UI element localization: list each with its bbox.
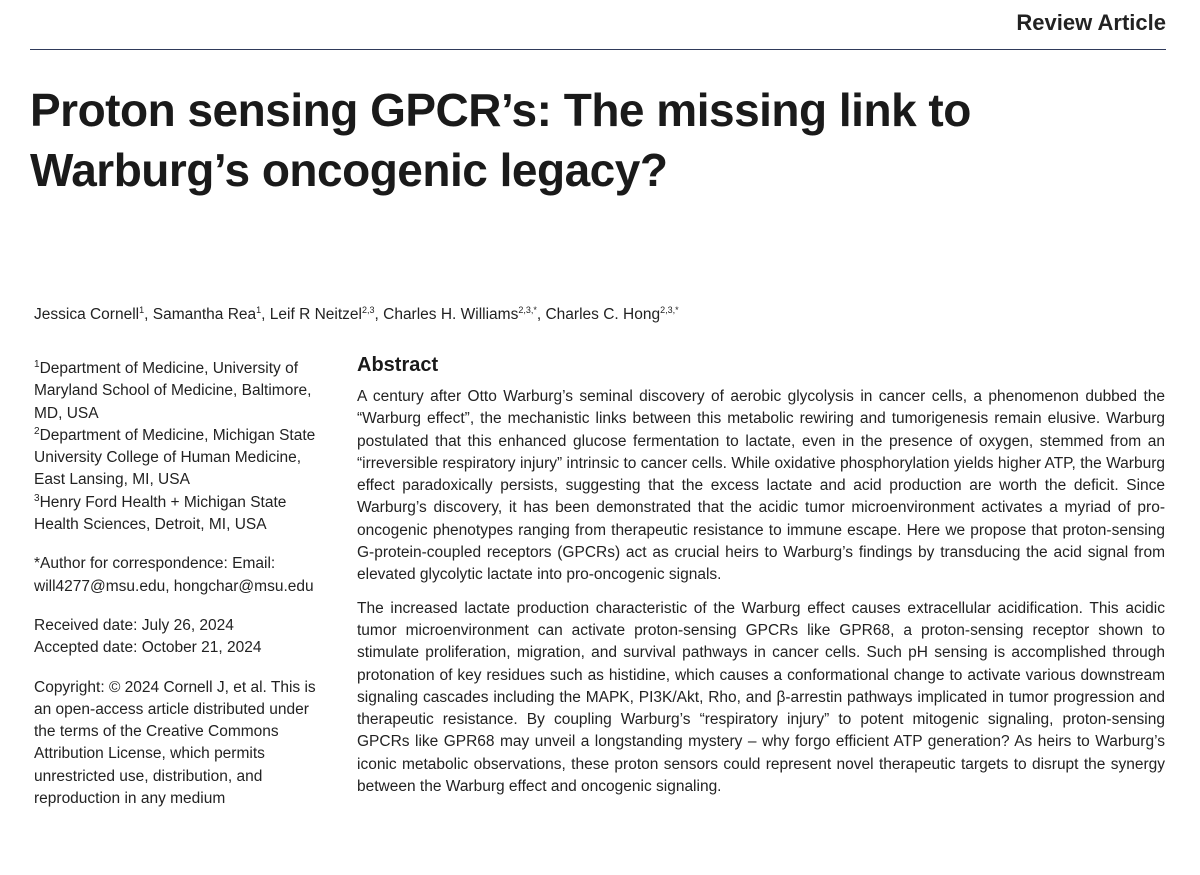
abstract-paragraph-2: The increased lactate production characteristic of the Warburg effect causes extracellular acidification. This acidic tumor microenvironment can activate proton-sensing GPCRs like GPR68, a proton-sensing receptor shown to stimulate proliferation, migration, and survival pathways in cancer cells. Such pH sensing is accomplished through protonation of key residues such as histidine, which causes a conformational change to activate various downstream signaling cascades including the MAPK, PI3K/Akt, Rho, and β-arrestin pathways implicated in tumor progression and therapeutic resistance. By coupling Warburg’s “respiratory injury” to potent mitogenic signaling, proton-sensing GPCRs like GPR68 may unveil a longstanding mystery – why forgo efficient ATP generation? As heirs to Warburg’s iconic metabolic observations, these proton sensors could represent novel therapeutic targets to disrupt the synergy between the Warburg effect and oncogenic signaling. (357, 599, 1165, 796)
abstract-heading: Abstract (357, 354, 439, 376)
author: Charles C. Hong$^{2,3,*}$ (545, 305, 679, 323)
author: Leif R Neitzel$^{2,3}$, (269, 305, 384, 323)
accepted-date: Accepted date: October 21, 2024 (34, 639, 262, 657)
received-date: Received date: July 26, 2024 (34, 616, 234, 634)
affiliation-2: $^2$Department of Medicine, Michigan State University College of Human Medicine, East Lansing, MI, USA (34, 425, 316, 489)
article-info-sidebar (34, 358, 324, 810)
author: Samantha Rea$^1$, (152, 305, 270, 323)
author: Charles H. Williams$^{2,3,*}$, (383, 305, 546, 323)
affiliation-1: $^1$Department of Medicine, University of Maryland School of Medicine, Baltimore, MD, USA (34, 359, 312, 422)
author: Jessica Cornell$^1$, (34, 305, 153, 323)
article-type-label: Review Article (1016, 10, 1166, 35)
article-title-line-2: Warburg’s oncogenic legacy? (30, 144, 668, 196)
copyright-notice: Copyright: © 2024 Cornell J, et al. This is an open-access article distributed under the terms of the Creative Commons Attribution License, which permits unrestricted use, distribution, and reproduction in any medium (34, 678, 316, 808)
correspondence-note: *Author for correspondence: Email: will4277@msu.edu, hongchar@msu.edu (34, 555, 314, 595)
affiliation-3: $^3$Henry Ford Health + Michigan State Health Sciences, Detroit, MI, USA (34, 492, 287, 534)
author-list (34, 306, 679, 324)
article-title (30, 80, 1150, 200)
header-divider (30, 49, 1166, 50)
article-title-line-1: Proton sensing GPCR’s: The missing link to (30, 84, 971, 136)
abstract-section (357, 354, 1165, 798)
abstract-paragraph-1: A century after Otto Warburg’s seminal discovery of aerobic glycolysis in cancer cells, a phenomenon dubbed the “Warburg effect”, the mechanistic links between this metabolic rewiring and tumorigenesis remain elusive. Warburg postulated that this enhanced glucose fermentation to lactate, even in the presence of oxygen, stemmed from an “irreversible respiratory injury” intrinsic to cancer cells. While oxidative phosphorylation yields higher ATP, the Warburg effect paradoxically persists, suggesting that the excess lactate and acid production are worth the deficit. Since Warburg’s discovery, it has been demonstrated that the acidic tumor microenvironment activates a myriad of pro-oncogenic phenotypes ranging from therapeutic resistance to immune escape. Here we propose that proton-sensing G-protein-coupled receptors (GPCRs) act as crucial heirs to Warburg’s findings by transducing the acid signal from elevated glycolytic lactate into pro-oncogenic signals. (357, 388, 1165, 584)
